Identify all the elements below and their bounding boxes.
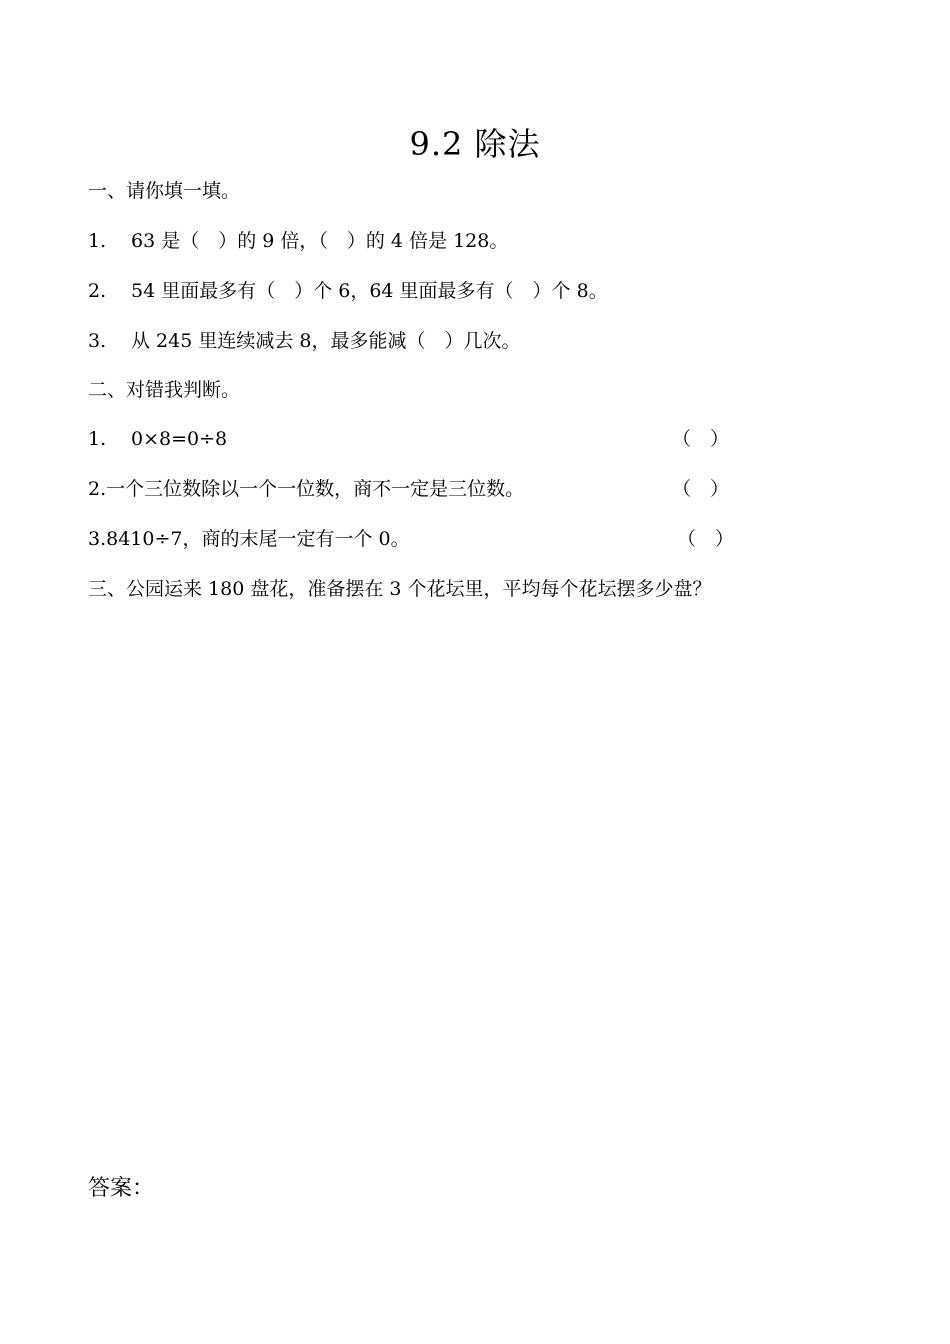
section-1-heading: 一、请你填一填。 — [88, 180, 241, 202]
question-text: 63 是（ ）的 9 倍，（ ）的 4 倍是 128。 — [131, 230, 509, 252]
judge-answer-paren-3: （ ） — [677, 528, 735, 550]
question-number: 3. — [88, 330, 107, 352]
page-title: 9.2 除法 — [409, 125, 541, 163]
judge-question-2: 2.一个三位数除以一个一位数，商不一定是三位数。 — [88, 478, 525, 500]
question-number: 1. — [88, 230, 107, 252]
judge-question-3: 3.8410÷7，商的末尾一定有一个 0。 — [88, 528, 410, 550]
fill-question-2 — [88, 276, 608, 306]
judge-answer-paren-1: （ ） — [672, 428, 730, 450]
fill-question-3 — [88, 326, 520, 356]
section-3-word-problem: 三、公园运来 180 盘花，准备摆在 3 个花坛里，平均每个花坛摆多少盘？ — [88, 578, 712, 600]
question-text: 从 245 里连续减去 8，最多能减（ ）几次。 — [131, 330, 521, 352]
answer-label: 答案： — [88, 1176, 155, 1201]
section-2-heading: 二、对错我判断。 — [88, 379, 241, 401]
fill-question-1 — [88, 226, 508, 256]
question-number: 2. — [88, 280, 107, 302]
question-number: 1. — [88, 428, 107, 450]
judge-answer-paren-2: （ ） — [672, 478, 730, 500]
question-text: 54 里面最多有（ ）个 6，64 里面最多有（ ）个 8。 — [131, 280, 608, 302]
judge-question-1 — [88, 424, 227, 454]
question-text: 0×8=0÷8 — [131, 428, 228, 450]
